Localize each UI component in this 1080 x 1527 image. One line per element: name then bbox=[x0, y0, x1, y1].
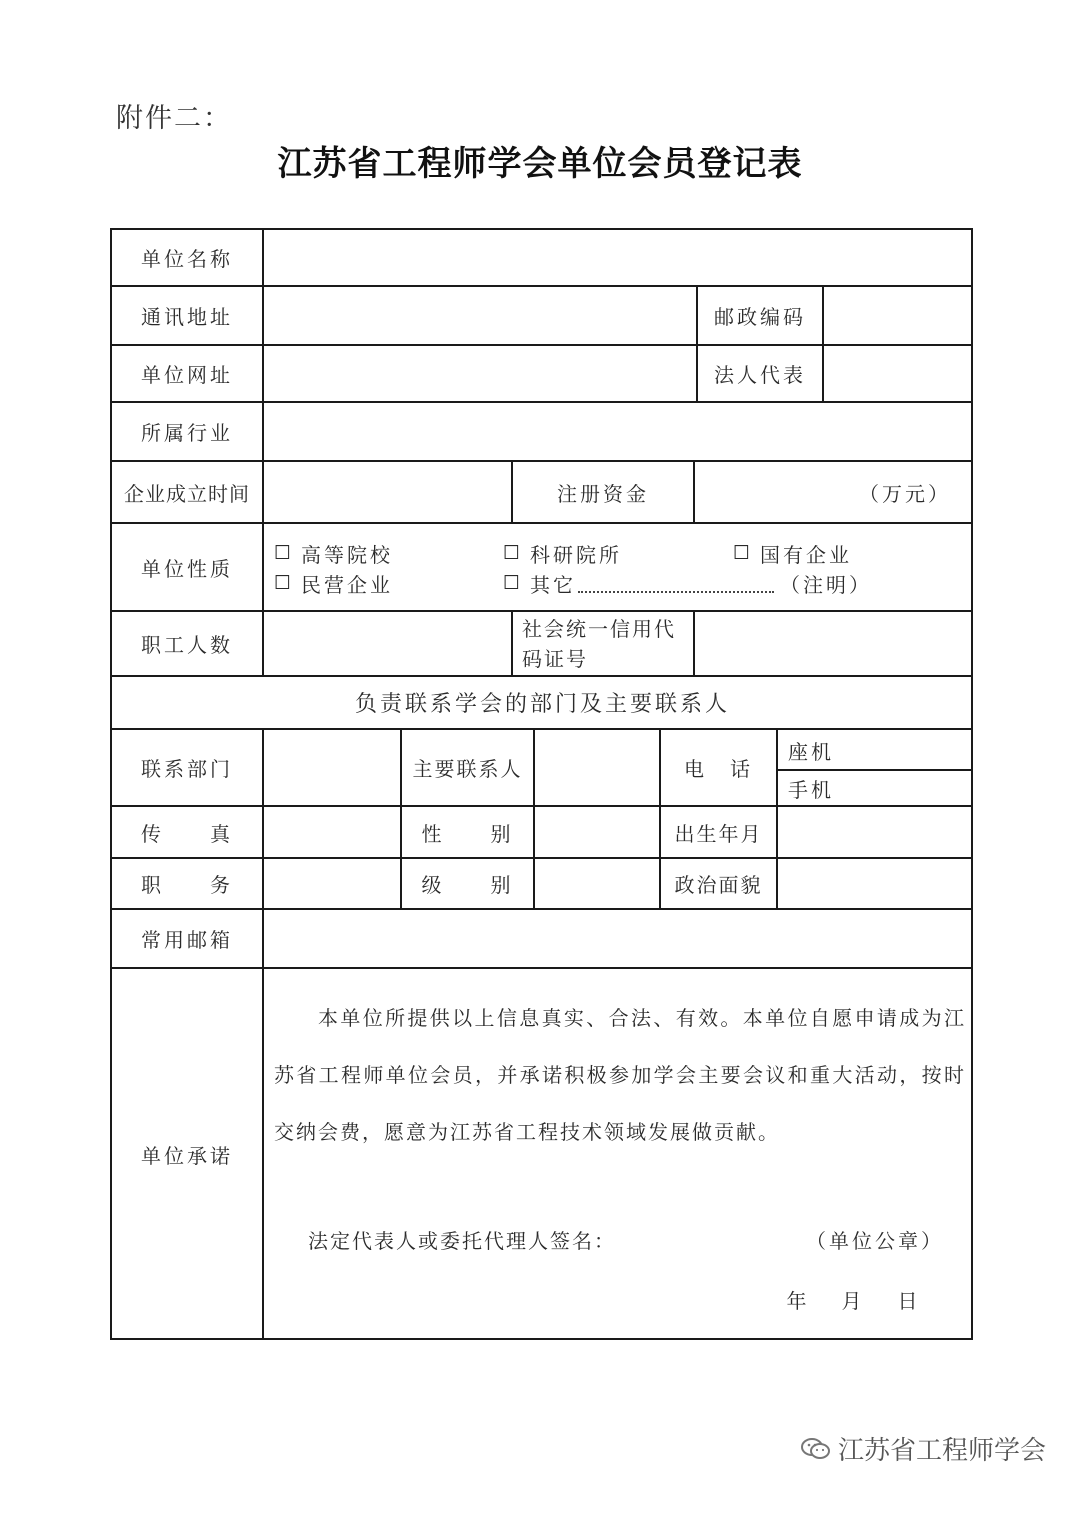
label-commitment: 单位承诺 bbox=[141, 1143, 233, 1168]
field-gender[interactable] bbox=[535, 807, 659, 857]
option-label: 国有企业 bbox=[760, 542, 853, 567]
label-website: 单位网址 bbox=[141, 363, 233, 387]
checkbox-icon[interactable]: ☐ bbox=[503, 542, 521, 564]
field-website[interactable] bbox=[264, 346, 696, 401]
contact-section-header: 负责联系学会的部门及主要联系人 bbox=[354, 692, 730, 717]
label-unit-name: 单位名称 bbox=[141, 247, 233, 271]
date-month[interactable]: 月 bbox=[841, 1288, 865, 1313]
field-founded[interactable] bbox=[264, 462, 511, 522]
field-address[interactable] bbox=[264, 287, 696, 344]
signature-label[interactable]: 法定代表人或委托代理人签名： bbox=[308, 1228, 616, 1253]
option-label: 其它 bbox=[530, 572, 577, 597]
label-fax: 传 真 bbox=[141, 821, 233, 846]
label-postcode: 邮政编码 bbox=[714, 305, 806, 329]
option-label: 民营企业 bbox=[301, 572, 394, 597]
option-research[interactable] bbox=[503, 538, 622, 568]
option-university[interactable] bbox=[274, 538, 393, 568]
watermark-text: 江苏省工程师学会 bbox=[837, 1436, 1046, 1466]
label-main-contact: 主要联系人 bbox=[412, 757, 523, 781]
specify-note: （注明） bbox=[780, 572, 873, 597]
field-fax[interactable] bbox=[264, 807, 400, 857]
field-employees[interactable] bbox=[264, 612, 511, 675]
field-industry[interactable] bbox=[264, 403, 971, 460]
field-postcode[interactable] bbox=[824, 287, 971, 344]
label-founded: 企业成立时间 bbox=[124, 481, 250, 506]
label-level: 级 别 bbox=[421, 873, 514, 897]
field-credit-code[interactable] bbox=[695, 612, 971, 675]
label-nature: 单位性质 bbox=[141, 556, 233, 581]
commitment-text: 本单位所提供以上信息真实、合法、有效。本单位自愿申请成为江苏省工程师单位会员，并承诺积极参加学会主要会议和重大活动，按时交纳会费，愿意为江苏省工程技术领域发展做贡献。 bbox=[274, 1006, 966, 1144]
checkbox-icon[interactable]: ☐ bbox=[274, 542, 292, 564]
option-state-owned[interactable] bbox=[733, 538, 852, 568]
date-year[interactable]: 年 bbox=[786, 1288, 810, 1313]
option-other[interactable] bbox=[503, 568, 872, 598]
label-landline[interactable]: 座机 bbox=[788, 739, 834, 764]
date-day[interactable]: 日 bbox=[897, 1288, 921, 1313]
option-label: 科研院所 bbox=[530, 542, 623, 567]
label-address: 通讯地址 bbox=[141, 305, 233, 329]
label-legal-rep: 法人代表 bbox=[714, 363, 806, 387]
label-position: 职 务 bbox=[141, 873, 233, 897]
label-gender: 性 别 bbox=[421, 821, 514, 846]
label-birth: 出生年月 bbox=[674, 821, 763, 846]
label-employees: 职工人数 bbox=[141, 633, 233, 657]
field-main-contact[interactable] bbox=[535, 730, 659, 805]
capital-unit[interactable]: （万元） bbox=[859, 481, 951, 506]
label-reg-capital: 注册资金 bbox=[557, 481, 649, 506]
field-legal-rep[interactable] bbox=[824, 346, 971, 401]
label-credit-code: 社会统一信用代码证号 bbox=[522, 617, 676, 671]
checkbox-icon[interactable]: ☐ bbox=[733, 542, 751, 564]
page-title: 江苏省工程师学会单位会员登记表 bbox=[277, 144, 803, 184]
label-political: 政治面貌 bbox=[674, 873, 763, 897]
checkbox-icon[interactable]: ☐ bbox=[274, 572, 292, 594]
field-position[interactable] bbox=[264, 859, 400, 908]
label-contact-dept: 联系部门 bbox=[141, 757, 233, 781]
label-industry: 所属行业 bbox=[141, 421, 233, 445]
seal-label: （单位公章） bbox=[806, 1228, 944, 1253]
other-specify-input[interactable] bbox=[578, 573, 774, 593]
label-email: 常用邮箱 bbox=[141, 928, 233, 952]
field-political[interactable] bbox=[778, 859, 971, 908]
wechat-watermark bbox=[800, 1430, 1046, 1467]
option-label: 高等院校 bbox=[301, 542, 394, 567]
checkbox-icon[interactable]: ☐ bbox=[503, 572, 521, 594]
field-email[interactable] bbox=[264, 910, 971, 967]
column-divider bbox=[511, 610, 513, 675]
label-mobile[interactable]: 手机 bbox=[788, 777, 834, 802]
field-contact-dept[interactable] bbox=[264, 730, 400, 805]
label-phone: 电 话 bbox=[684, 757, 753, 781]
option-private[interactable] bbox=[274, 568, 393, 598]
field-unit-name[interactable] bbox=[264, 230, 971, 285]
annex-label: 附件二： bbox=[116, 103, 232, 134]
wechat-icon bbox=[800, 1436, 832, 1462]
field-birth[interactable] bbox=[778, 807, 971, 857]
field-level[interactable] bbox=[535, 859, 659, 908]
